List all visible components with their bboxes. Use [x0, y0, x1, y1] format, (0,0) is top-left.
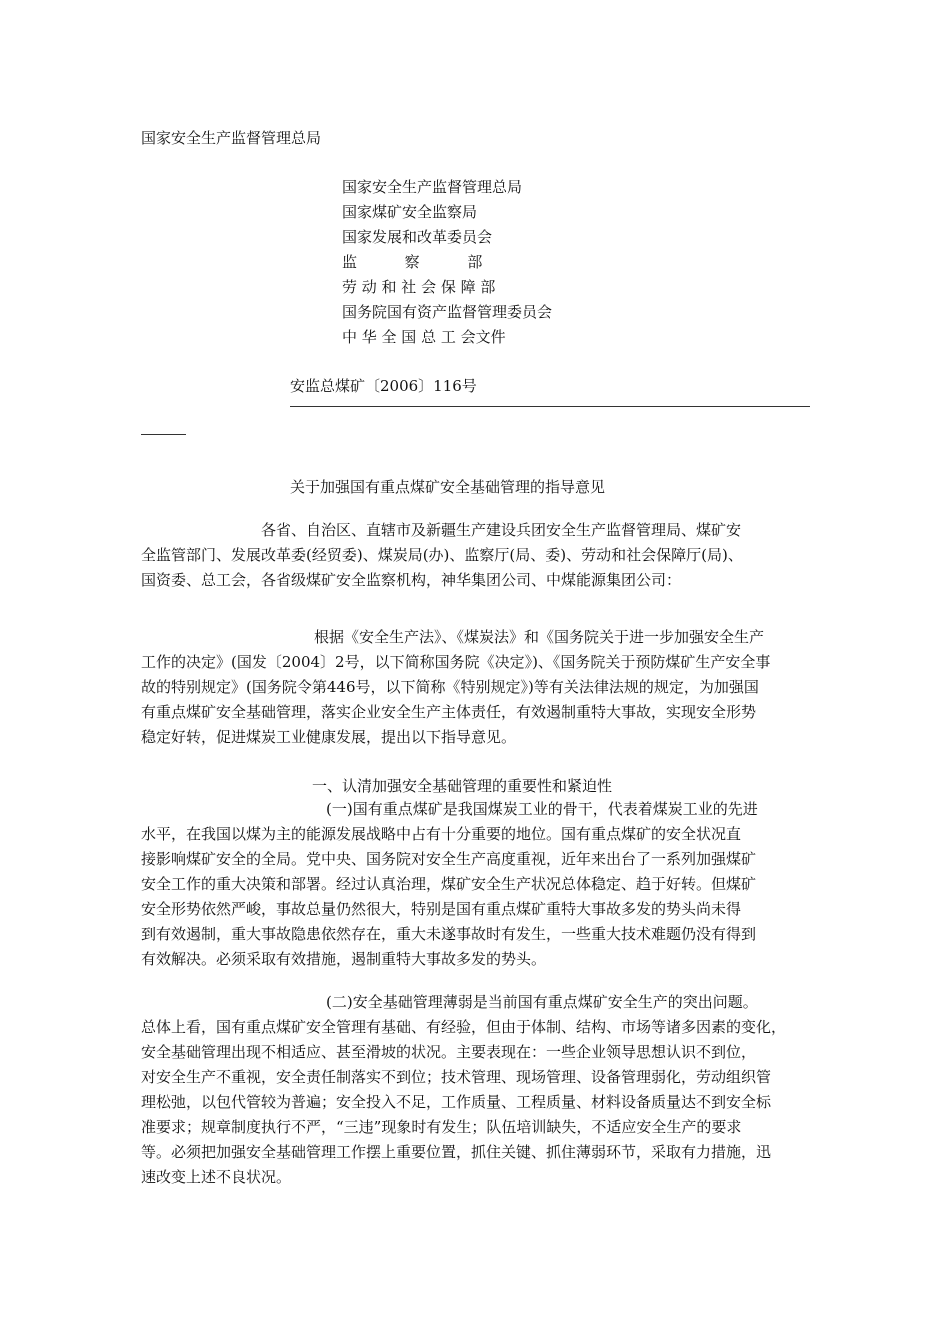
- text-line: 国资委、总工会，各省级煤矿安全监察机构，神华集团公司、中煤能源集团公司：: [141, 571, 682, 589]
- text-line: 根据《安全生产法》、《煤炭法》和《国务院关于进一步加强安全生产: [314, 628, 765, 646]
- text-line: 接影响煤矿安全的全局。党中央、国务院对安全生产高度重视，近年来出台了一系列加强煤矿: [141, 850, 757, 868]
- org-line: 监 察 部: [342, 253, 483, 271]
- text-line: 安全形势依然严峻，事故总量仍然很大，特别是国有重点煤矿重特大事故多发的势头尚未得: [141, 900, 742, 918]
- separator-rule-continuation: [141, 434, 186, 435]
- text-line: 有重点煤矿安全基础管理，落实企业安全生产主体责任，有效遏制重特大事故，实现安全形势: [141, 703, 757, 721]
- document-number: 安监总煤矿〔2006〕116号: [290, 377, 477, 395]
- text-line: 对安全生产不重视，安全责任制落实不到位；技术管理、现场管理、设备管理弱化，劳动组织管: [141, 1068, 772, 1086]
- text-line: 工作的决定》(国发〔2004〕2号，以下简称国务院《决定》)、《国务院关于预防煤矿生产安全事: [141, 653, 771, 671]
- org-line: 国务院国有资产监督管理委员会: [342, 303, 553, 321]
- text-line: 故的特别规定》(国务院令第446号，以下简称《特别规定》)等有关法律法规的规定，为加强国: [141, 678, 759, 696]
- text-line: 安全基础管理出现不相适应、甚至滑坡的状况。主要表现在：一些企业领导思想认识不到位，: [141, 1043, 757, 1061]
- text-line: 理松弛，以包代管较为普遍；安全投入不足，工作质量、工程质量、材料设备质量达不到安全标: [141, 1093, 772, 1111]
- text-line: 等。必须把加强安全基础管理工作摆上重要位置，抓住关键、抓住薄弱环节，采取有力措施，迅: [141, 1143, 772, 1161]
- issuer-header: 国家安全生产监督管理总局: [141, 129, 322, 147]
- preamble-paragraph: [141, 625, 811, 750]
- text-line: 到有效遏制，重大事故隐患依然存在，重大未遂事故时有发生，一些重大技术难题仍没有得到: [141, 925, 757, 943]
- text-line: 各省、自治区、直辖市及新疆生产建设兵团安全生产监督管理局、煤矿安: [261, 521, 742, 539]
- text-line: 准要求；规章制度执行不严，“三违”现象时有发生；队伍培训缺失，不适应安全生产的要求: [141, 1118, 742, 1136]
- section-heading: 一、认清加强安全基础管理的重要性和紧迫性: [312, 777, 613, 795]
- text-line: 安全工作的重大决策和部署。经过认真治理，煤矿安全生产状况总体稳定、趋于好转。但煤矿: [141, 875, 757, 893]
- paragraph-1: [141, 797, 811, 972]
- org-line: 中 华 全 国 总 工 会文件: [342, 328, 506, 346]
- issuing-organizations: [342, 175, 552, 350]
- org-line: 劳 动 和 社 会 保 障 部: [342, 278, 496, 296]
- org-line: 国家发展和改革委员会: [342, 228, 493, 246]
- text-line: 速改变上述不良状况。: [141, 1168, 292, 1186]
- addressees: [141, 518, 811, 593]
- org-line: 国家安全生产监督管理总局: [342, 178, 523, 196]
- org-line: 国家煤矿安全监察局: [342, 203, 478, 221]
- text-line: 全监管部门、发展改革委(经贸委)、煤炭局(办)、监察厅(局、委)、劳动和社会保障厅(局)、: [141, 546, 743, 564]
- text-line: (一)国有重点煤矿是我国煤炭工业的骨干，代表着煤炭工业的先进: [326, 800, 758, 818]
- text-line: 稳定好转，促进煤炭工业健康发展，提出以下指导意见。: [141, 728, 517, 746]
- text-line: 水平，在我国以煤为主的能源发展战略中占有十分重要的地位。国有重点煤矿的安全状况直: [141, 825, 742, 843]
- text-line: 总体上看，国有重点煤矿安全管理有基础、有经验，但由于体制、结构、市场等诸多因素的变化，: [141, 1018, 787, 1036]
- document-title: 关于加强国有重点煤矿安全基础管理的指导意见: [290, 478, 606, 496]
- text-line: (二)安全基础管理薄弱是当前国有重点煤矿安全生产的突出问题。: [326, 993, 758, 1011]
- text-line: 有效解决。必须采取有效措施，遏制重特大事故多发的势头。: [141, 950, 547, 968]
- paragraph-2: [141, 990, 811, 1190]
- separator-rule: [290, 406, 810, 407]
